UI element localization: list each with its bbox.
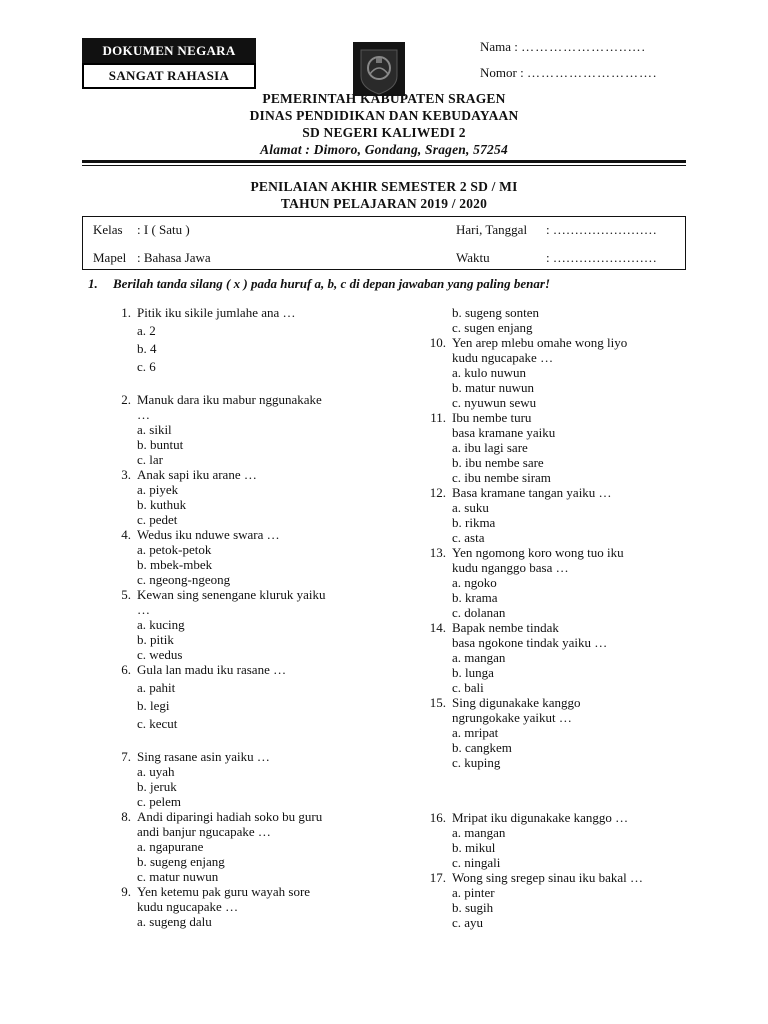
option-b: b. jeruk: [137, 779, 177, 794]
option-b: b. matur nuwun: [452, 380, 534, 395]
option-a: a. mangan: [452, 650, 506, 665]
option-b: b. sugih: [452, 900, 494, 915]
option-a: a. kulo nuwun: [452, 365, 527, 380]
kelas-label: Kelas: [93, 222, 123, 237]
header-address: Alamat : Dimoro, Gondang, Sragen, 57254: [260, 142, 508, 157]
nomor-label: Nomor :: [480, 65, 524, 80]
option-c: c. matur nuwun: [137, 869, 219, 884]
option-b: b. rikma: [452, 515, 496, 530]
option-c: c. ibu nembe siram: [452, 470, 551, 485]
question-9-option-c: c. sugen enjang: [452, 320, 533, 335]
option-a: a. pinter: [452, 885, 495, 900]
question-2: 2. Manuk dara iku mabur nggunakake … a. sikil b. buntut c. lar: [137, 392, 367, 467]
option-a: a. sikil: [137, 422, 172, 437]
question-16: 16. Mripat iku digunakake kanggo … a. mangan b. mikul c. ningali: [452, 810, 692, 870]
kelas-value: : I ( Satu ): [137, 222, 190, 237]
option-b: b. buntut: [137, 437, 184, 452]
option-a: a. ibu lagi sare: [452, 440, 528, 455]
option-b: b. pitik: [137, 632, 174, 647]
option-c: c. asta: [452, 530, 485, 545]
question-3: 3. Anak sapi iku arane … a. piyek b. kuthuk c. pedet: [137, 467, 367, 527]
waktu-label: Waktu: [456, 250, 490, 265]
option-a: a. kucing: [137, 617, 185, 632]
question-12: 12. Basa kramane tangan yaiku … a. suku b. rikma c. asta: [452, 485, 692, 545]
option-c: c. pedet: [137, 512, 178, 527]
option-b: b. krama: [452, 590, 498, 605]
option-c: c. ningali: [452, 855, 501, 870]
option-a: a. ngoko: [452, 575, 497, 590]
nama-field: [480, 39, 646, 55]
question-5: 5. Kewan sing senengane kluruk yaiku … a. kucing b. pitik c. wedus: [137, 587, 367, 662]
question-8: 8. Andi diparingi hadiah soko bu guru andi banjur ngucapake … a. ngapurane b. sugeng enjang c. matur nuwun: [137, 809, 367, 884]
option-c: c. 6: [137, 359, 156, 374]
option-b: b. kuthuk: [137, 497, 187, 512]
regency-logo-icon: [353, 42, 405, 96]
mapel-label: Mapel: [93, 250, 127, 265]
mapel-value: : Bahasa Jawa: [137, 250, 211, 265]
option-a: a. pahit: [137, 680, 176, 695]
question-9: 9. Yen ketemu pak guru wayah sore kudu ngucapake … a. sugeng dalu: [137, 884, 367, 929]
option-a: a. piyek: [137, 482, 179, 497]
option-b: b. mikul: [452, 840, 496, 855]
stamp-dokumen-negara: DOKUMEN NEGARA: [82, 38, 256, 64]
question-17: 17. Wong sing sregep sinau iku bakal … a. pinter b. sugih c. ayu: [452, 870, 692, 930]
option-b: b. lunga: [452, 665, 494, 680]
question-10: 10. Yen arep mlebu omahe wong liyo kudu ngucapake … a. kulo nuwun b. matur nuwun c. nyuwun sewu: [452, 335, 692, 410]
hari-value: : ……………………: [546, 222, 657, 237]
nama-dots: …………………..….: [521, 39, 646, 54]
option-c: c. ayu: [452, 915, 484, 930]
option-b: b. 4: [137, 341, 157, 356]
nomor-dots: ……………………….: [526, 65, 658, 80]
option-c: c. pelem: [137, 794, 182, 809]
exam-title: PENILAIAN AKHIR SEMESTER 2 SD / MI: [250, 179, 518, 194]
questions-right-column: [429, 305, 692, 930]
option-b: b. mbek-mbek: [137, 557, 213, 572]
hari-label: Hari, Tanggal: [456, 222, 528, 237]
header-department: DINAS PENDIDIKAN DAN KEBUDAYAAN: [249, 108, 519, 123]
question-6: 6. Gula lan madu iku rasane … a. pahit b. legi c. kecut: [137, 662, 367, 731]
header-school: SD NEGERI KALIWEDI 2: [302, 125, 466, 140]
question-7: 7. Sing rasane asin yaiku … a. uyah b. jeruk c. pelem: [137, 749, 367, 809]
question-13: 13. Yen ngomong koro wong tuo iku kudu nganggo basa … a. ngoko b. krama c. dolanan: [452, 545, 692, 620]
option-b: b. cangkem: [452, 740, 512, 755]
stamp-sangat-rahasia: SANGAT RAHASIA: [82, 63, 256, 89]
option-a: a. sugeng dalu: [137, 914, 212, 929]
option-c: c. kecut: [137, 716, 178, 731]
waktu-value: : ……………………: [546, 250, 657, 265]
option-b: b. legi: [137, 698, 170, 713]
header-government: PEMERINTAH KABUPATEN SRAGEN: [262, 91, 506, 106]
option-c: c. bali: [452, 680, 484, 695]
nomor-field: [480, 65, 657, 81]
option-c: c. lar: [137, 452, 163, 467]
questions-left-column: [121, 305, 367, 929]
option-c: c. wedus: [137, 647, 183, 662]
header-divider-thin: [82, 165, 686, 166]
option-a: a. petok-petok: [137, 542, 212, 557]
question-9-option-b: b. sugeng sonten: [452, 305, 540, 320]
question-15: 15. Sing digunakake kanggo ngrungokake yaikut … a. mripat b. cangkem c. kuping: [452, 695, 692, 770]
question-4: 4. Wedus iku nduwe swara … a. petok-petok b. mbek-mbek c. ngeong-ngeong: [137, 527, 367, 587]
instruction: [88, 276, 550, 292]
option-a: a. ngapurane: [137, 839, 204, 854]
option-c: c. dolanan: [452, 605, 506, 620]
option-b: b. ibu nembe sare: [452, 455, 544, 470]
instruction-text: Berilah tanda silang ( x ) pada huruf a, b, c di depan jawaban yang paling benar!: [113, 276, 551, 291]
question-14: 14. Bapak nembe tindak basa ngokone tindak yaiku … a. mangan b. lunga c. bali: [452, 620, 692, 695]
question-1: 1. Pitik iku sikile jumlahe ana … a. 2 b. 4 c. 6: [137, 305, 367, 374]
option-b: b. sugeng enjang: [137, 854, 225, 869]
option-c: c. ngeong-ngeong: [137, 572, 231, 587]
exam-year: TAHUN PELAJARAN 2019 / 2020: [280, 196, 488, 211]
option-c: c. kuping: [452, 755, 501, 770]
option-a: a. mangan: [452, 825, 506, 840]
option-a: a. suku: [452, 500, 489, 515]
option-a: a. mripat: [452, 725, 499, 740]
header-divider-thick: [82, 160, 686, 163]
option-a: a. uyah: [137, 764, 175, 779]
question-11: 11. Ibu nembe turu basa kramane yaiku a. ibu lagi sare b. ibu nembe sare c. ibu nembe siram: [452, 410, 692, 485]
nama-label: Nama :: [480, 39, 518, 54]
option-c: c. nyuwun sewu: [452, 395, 537, 410]
instruction-number: 1.: [88, 276, 98, 291]
option-a: a. 2: [137, 323, 156, 338]
